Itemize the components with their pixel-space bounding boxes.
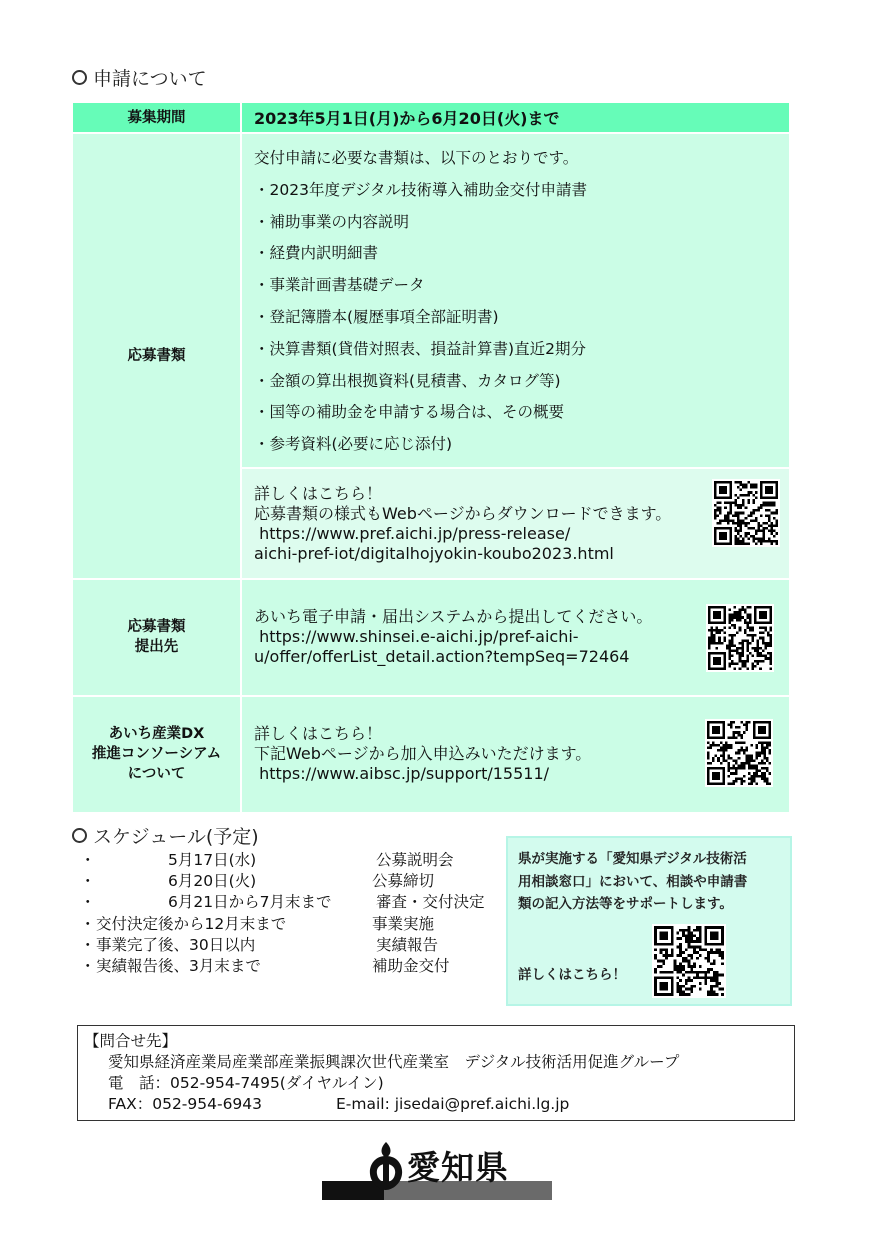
schedule-when: 交付決定後から12月末まで — [96, 914, 287, 933]
consortium-label — [72, 696, 241, 813]
document-item: ・決算書類(貸借対照表、損益計算書)直近2期分 — [254, 339, 586, 358]
schedule-bullet: ・ — [80, 893, 96, 912]
contact-box — [77, 1025, 795, 1121]
period-row — [72, 102, 790, 133]
qr-code-icon[interactable] — [712, 479, 780, 547]
schedule-what: 公募締切 — [372, 872, 435, 891]
documents-more-heading: 詳しくはこちら！ — [254, 484, 383, 504]
document-item: ・金額の算出根拠資料(見積書、カタログ等) — [254, 371, 561, 390]
document-item: ・補助事業の内容説明 — [254, 212, 410, 231]
circle-bullet-icon — [72, 828, 87, 843]
schedule-when: 6月20日(火) — [168, 872, 257, 891]
schedule-bullet: ・ — [80, 956, 96, 975]
schedule-what: 実績報告 — [376, 935, 439, 954]
schedule-what: 審査・交付決定 — [376, 893, 485, 912]
documents-url-line2[interactable]: aichi-pref-iot/digitalhojyokin-koubo2023.html — [254, 544, 614, 564]
submission-text: あいち電子申請・届出システムから提出してください。 — [254, 607, 653, 627]
documents-label: 応募書類 — [72, 133, 241, 579]
application-table — [71, 101, 791, 814]
schedule-bullet: ・ — [80, 914, 96, 933]
documents-intro: 交付申請に必要な書類は、以下のとおりです。 — [254, 149, 579, 167]
consortium-row — [72, 696, 790, 813]
schedule-when: 5月17日(水) — [168, 851, 257, 869]
documents-list — [241, 133, 790, 468]
consult-line: 用相談窓口」において、相談や申請書 — [518, 873, 748, 890]
document-item: ・国等の補助金を申請する場合は、その概要 — [254, 403, 565, 422]
contact-heading: 【問合せ先】 — [84, 1032, 178, 1050]
consortium-label-line3: について — [127, 766, 186, 783]
documents-row — [72, 133, 790, 468]
qr-code-icon[interactable] — [652, 924, 726, 998]
prefecture-logo — [322, 1140, 552, 1200]
qr-code-icon[interactable] — [705, 719, 773, 787]
qr-code-icon[interactable] — [706, 604, 774, 672]
schedule-bullet: ・ — [80, 872, 96, 891]
consult-more: 詳しくはこちら！ — [518, 967, 626, 983]
consortium-text: 下記Webページから加入申込みいただけます。 — [254, 744, 592, 764]
documents-more — [241, 468, 790, 579]
consortium-url[interactable]: https://www.aibsc.jp/support/15511/ — [254, 764, 550, 784]
submission-cell — [241, 579, 790, 696]
consult-line: 県が実施する「愛知県デジタル技術活 — [518, 851, 747, 867]
circle-bullet-icon — [72, 70, 87, 85]
schedule-when: 事業完了後、30日以内 — [96, 935, 256, 954]
document-item: ・2023年度デジタル技術導入補助金交付申請書 — [254, 180, 588, 199]
section-title-text: 申請について — [93, 68, 207, 90]
documents-url-line1[interactable]: https://www.pref.aichi.jp/press-release/ — [254, 524, 571, 544]
schedule-what: 事業実施 — [372, 914, 435, 933]
documents-more-text: 応募書類の様式もWebページからダウンロードできます。 — [254, 504, 672, 524]
contact-dept: 愛知県経済産業局産業部産業振興課次世代産業室 デジタル技術活用促進グループ — [108, 1053, 680, 1071]
schedule-bullet: ・ — [80, 851, 96, 869]
consult-text — [518, 848, 747, 916]
consult-box — [506, 836, 792, 1006]
submission-url-line2[interactable]: u/offer/offerList_detail.action?tempSeq=72464 — [254, 647, 630, 667]
schedule-bullet: ・ — [80, 935, 96, 954]
logo-text: 愛知県 — [407, 1148, 509, 1187]
submission-label-line1: 応募書類 — [127, 619, 186, 636]
contact-email[interactable]: E-mail: jisedai@pref.aichi.lg.jp — [336, 1095, 570, 1113]
submission-label-line2: 提出先 — [134, 639, 179, 656]
contact-fax: FAX：052-954-6943 — [108, 1095, 263, 1113]
section-title-text: スケジュール(予定) — [93, 826, 259, 848]
period-value: 2023年5月1日(月)から6月20日(火)まで — [241, 102, 790, 133]
period-label: 募集期間 — [72, 102, 241, 133]
schedule-what: 補助金交付 — [372, 956, 450, 975]
document-item: ・登記簿謄本(履歴事項全部証明書) — [254, 307, 499, 326]
submission-row — [72, 579, 790, 696]
consortium-cell — [241, 696, 790, 813]
contact-phone: 電 話：052-954-7495(ダイヤルイン) — [108, 1074, 384, 1092]
section-title-application — [72, 64, 207, 91]
consortium-heading: 詳しくはこちら！ — [254, 724, 383, 744]
schedule-when: 実績報告後、3月末まで — [96, 956, 261, 975]
contact-fax-email-row — [84, 1094, 794, 1115]
consult-line: 類の記入方法等をサポートします。 — [518, 896, 733, 912]
consortium-label-line1: あいち産業DX — [108, 726, 205, 743]
consortium-label-line2: 推進コンソーシアム — [91, 746, 222, 763]
document-item: ・経費内訳明細書 — [254, 244, 379, 263]
submission-label — [72, 579, 241, 696]
document-item: ・事業計画書基礎データ — [254, 276, 425, 295]
section-title-schedule — [72, 822, 259, 849]
submission-url-line1[interactable]: https://www.shinsei.e-aichi.jp/pref-aichi- — [254, 627, 579, 647]
prefecture-emblem-icon — [366, 1140, 406, 1196]
schedule-what: 公募説明会 — [376, 851, 454, 869]
document-item: ・参考資料(必要に応じ添付) — [254, 435, 453, 454]
schedule-when: 6月21日から7月末まで — [168, 893, 332, 912]
